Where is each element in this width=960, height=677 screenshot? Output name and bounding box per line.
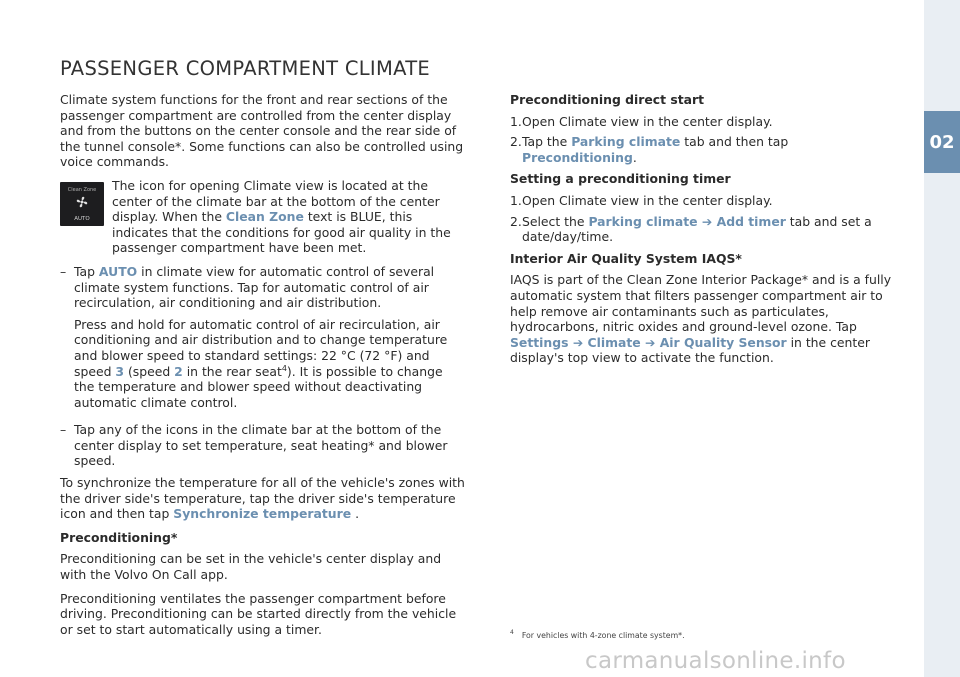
direct-2-text-a: Tap the [522, 134, 572, 150]
auto-text-b: in climate view for automatic control of several climate system functions. Tap for automatic control of air recirculation, air conditioning and air distribution. [74, 263, 435, 311]
press-hold-text-a: Press and hold for automatic control of air recirculation, air conditioning and air distribution and to change temperature and blower speed to standard settings: 22 °C (72 °F) and speed [74, 316, 448, 379]
sync-text-a: To synchronize the temperature for all of the vehicle's zones with the driver side's temperature, tap the driver side's temperature icon and then tap [60, 475, 465, 522]
settings-highlight: Settings [510, 334, 569, 350]
step-number: 2. [510, 213, 522, 229]
auto-text-a: Tap [74, 263, 99, 279]
left-column [60, 92, 465, 645]
arrow-right-icon: ➔ [640, 334, 660, 350]
press-hold-text-c: in the rear seat [182, 363, 282, 379]
direct-start-heading: Preconditioning direct start [510, 92, 705, 107]
timer-heading: Setting a preconditioning timer [510, 171, 731, 187]
footnote-text: For vehicles with 4-zone climate system*. [521, 631, 685, 640]
climate-bar-text: Tap any of the icons in the climate bar at the bottom of the center display to set temperature, seat heating* and blower speed. [74, 422, 448, 469]
chapter-strip [924, 0, 960, 677]
synchronize-temperature-highlight: Synchronize temperature [173, 506, 352, 522]
air-quality-sensor-highlight: Air Quality Sensor [659, 334, 787, 350]
timer-step-1 [510, 193, 900, 209]
add-timer-highlight: Add timer [716, 213, 786, 229]
direct-2-text-c: . [632, 149, 637, 165]
auto-highlight: AUTO [98, 263, 138, 279]
direct-step-2 [510, 134, 900, 165]
iaqs-paragraph [510, 272, 900, 366]
footnote-ref: 4 [281, 363, 287, 373]
direct-2-text-b: tab and then tap [680, 134, 789, 150]
preconditioning-paragraph-1: Preconditioning can be set in the vehicle's center display and with the Volvo On Call app. [60, 551, 442, 583]
step-number: 1. [510, 192, 522, 208]
timer-2-text-b: tab and set a date/day/time. [522, 213, 872, 245]
clean-zone-label: Clean Zone [67, 186, 97, 193]
parking-climate-highlight: Parking climate [588, 213, 698, 229]
climate-icon-block [60, 178, 465, 256]
dash-bullet: – [60, 263, 67, 279]
arrow-right-icon: ➔ [568, 334, 588, 350]
icon-text-b: text is BLUE, this indicates that the conditions for good air quality in the passenger compartment have been met. [112, 209, 451, 256]
page-title: PASSENGER COMPARTMENT CLIMATE [60, 57, 431, 80]
direct-step-2-text [522, 134, 900, 165]
parking-climate-highlight: Parking climate [571, 134, 681, 150]
press-hold-text-d: ). It is possible to change the temperature and blower speed without deactivating automatic climate control. [74, 363, 443, 410]
iaqs-text-a: IAQS is part of the Clean Zone Interior Package* and is a fully automatic system that filters passenger compartment air to help remove air contaminants such as particulates, hydrocarbons, nitric oxides and ground-level ozone. Tap [510, 272, 892, 335]
step-number: 2. [510, 134, 522, 150]
direct-step-1 [510, 114, 900, 130]
list-item-auto [60, 264, 465, 416]
sync-text-b: . [351, 506, 360, 522]
fan-icon [75, 195, 89, 209]
preconditioning-heading: Preconditioning* [60, 529, 178, 545]
footnote [510, 631, 685, 640]
press-hold-paragraph [74, 317, 465, 411]
speed-2-highlight: 2 [174, 363, 183, 379]
footnote-marker: 4 [510, 629, 514, 637]
list-item-climate-bar [60, 422, 465, 469]
direct-step-1-text: Open Climate view in the center display. [522, 113, 773, 129]
clean-zone-highlight: Clean Zone [225, 209, 304, 225]
watermark: carmanualsonline.info [585, 648, 846, 674]
timer-step-2 [510, 214, 900, 245]
timer-step-1-text: Open Climate view in the center display. [522, 192, 773, 208]
climate-view-icon [60, 182, 104, 226]
preconditioning-paragraph-2: Preconditioning ventilates the passenger compartment before driving. Preconditioning can be started directly from the vehicle or set to start automatically using a timer. [60, 590, 457, 637]
auto-label: AUTO [74, 215, 90, 222]
preconditioning-highlight: Preconditioning [522, 149, 633, 165]
timer-2-text-a: Select the [522, 213, 589, 229]
step-number: 1. [510, 113, 522, 129]
timer-step-2-text [522, 214, 900, 245]
right-column [510, 92, 900, 374]
auto-paragraph [74, 264, 465, 311]
press-hold-text-b: (speed [124, 363, 175, 379]
arrow-right-icon: ➔ [697, 213, 717, 229]
climate-highlight: Climate [587, 334, 641, 350]
climate-icon-description [112, 178, 465, 256]
chapter-tab[interactable] [924, 111, 960, 173]
chapter-number: 02 [929, 131, 955, 153]
iaqs-heading: Interior Air Quality System IAQS* [510, 250, 742, 266]
speed-3-highlight: 3 [115, 363, 124, 379]
intro-paragraph: Climate system functions for the front and rear sections of the passenger compartment are controlled from the center display and from the buttons on the center console and the rear side of the tunnel console*. Some functions can also be controlled using voice commands. [60, 92, 464, 170]
iaqs-text-b: in the center display's top view to activate the function. [510, 334, 870, 366]
sync-paragraph [60, 475, 465, 522]
icon-text-a: The icon for opening Climate view is located at the center of the climate bar at the bottom of the center display. When the [112, 177, 440, 225]
dash-bullet: – [60, 422, 67, 438]
